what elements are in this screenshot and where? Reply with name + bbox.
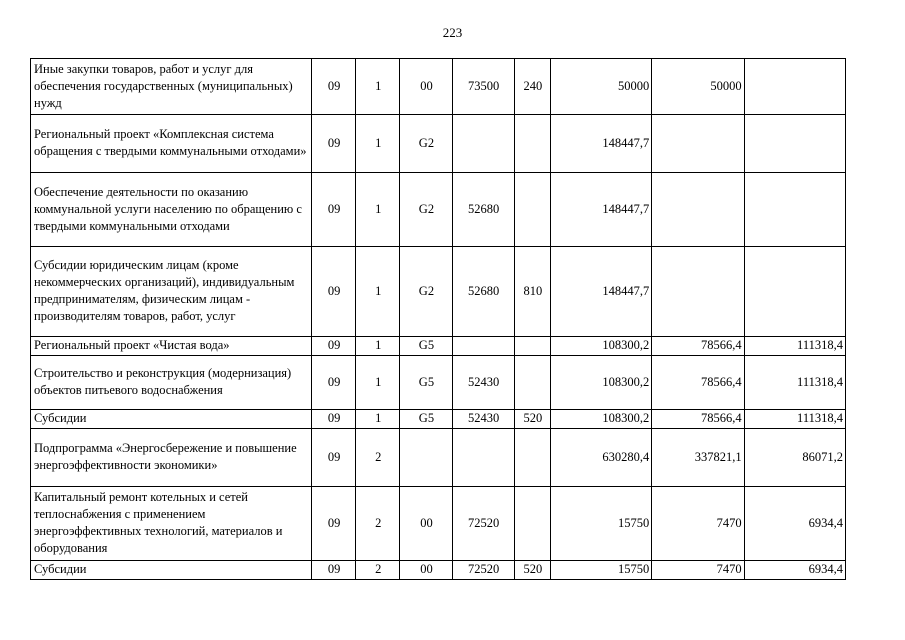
expense-type-code [514, 487, 550, 561]
table-row [31, 115, 846, 173]
amount-year-2: 78566,4 [652, 410, 744, 429]
subsection-code: 1 [356, 337, 400, 356]
row-name: Иные закупки товаров, работ и услуг для обеспечения государственных (муниципальных) нужд [31, 59, 312, 115]
table-row [31, 59, 846, 115]
subsection-code: 1 [356, 59, 400, 115]
direction-code: 52430 [452, 356, 514, 410]
amount-year-1: 148447,7 [550, 247, 651, 337]
program-code: 00 [400, 561, 452, 580]
amount-year-3 [744, 115, 845, 173]
direction-code: 73500 [452, 59, 514, 115]
section-code: 09 [312, 173, 356, 247]
amount-year-1: 148447,7 [550, 173, 651, 247]
direction-code [452, 115, 514, 173]
section-code: 09 [312, 356, 356, 410]
section-code: 09 [312, 561, 356, 580]
program-code: G5 [400, 410, 452, 429]
program-code: 00 [400, 487, 452, 561]
expense-type-code [514, 173, 550, 247]
program-code: G2 [400, 247, 452, 337]
row-name: Обеспечение деятельности по оказанию коммунальной услуги населению по обращению с твердыми коммунальными отходами [31, 173, 312, 247]
row-name: Капитальный ремонт котельных и сетей теплоснабжения с применением энергоэффективных технологий, материалов и оборудования [31, 487, 312, 561]
amount-year-2: 7470 [652, 487, 744, 561]
amount-year-3: 86071,2 [744, 429, 845, 487]
table-row [31, 356, 846, 410]
direction-code [452, 429, 514, 487]
table-row [31, 410, 846, 429]
subsection-code: 2 [356, 561, 400, 580]
amount-year-2: 7470 [652, 561, 744, 580]
table-row [31, 561, 846, 580]
section-code: 09 [312, 59, 356, 115]
budget-table [30, 58, 846, 580]
expense-type-code [514, 337, 550, 356]
table-row [31, 247, 846, 337]
amount-year-2: 78566,4 [652, 337, 744, 356]
amount-year-1: 108300,2 [550, 337, 651, 356]
expense-type-code [514, 429, 550, 487]
program-code [400, 429, 452, 487]
direction-code [452, 337, 514, 356]
amount-year-2 [652, 173, 744, 247]
program-code: G2 [400, 173, 452, 247]
subsection-code: 2 [356, 487, 400, 561]
subsection-code: 1 [356, 115, 400, 173]
subsection-code: 1 [356, 356, 400, 410]
program-code: G2 [400, 115, 452, 173]
program-code: G5 [400, 356, 452, 410]
table-row [31, 429, 846, 487]
direction-code: 72520 [452, 561, 514, 580]
amount-year-1: 50000 [550, 59, 651, 115]
amount-year-2 [652, 115, 744, 173]
direction-code: 52430 [452, 410, 514, 429]
program-code: G5 [400, 337, 452, 356]
section-code: 09 [312, 115, 356, 173]
page-number: 223 [442, 25, 463, 40]
amount-year-1: 148447,7 [550, 115, 651, 173]
subsection-code: 1 [356, 247, 400, 337]
table-row [31, 173, 846, 247]
program-code: 00 [400, 59, 452, 115]
direction-code: 72520 [452, 487, 514, 561]
amount-year-1: 108300,2 [550, 356, 651, 410]
amount-year-3 [744, 173, 845, 247]
amount-year-3: 111318,4 [744, 337, 845, 356]
expense-type-code [514, 115, 550, 173]
expense-type-code: 520 [514, 561, 550, 580]
expense-type-code: 810 [514, 247, 550, 337]
expense-type-code: 520 [514, 410, 550, 429]
section-code: 09 [312, 429, 356, 487]
row-name: Строительство и реконструкция (модернизация) объектов питьевого водоснабжения [31, 356, 312, 410]
expense-type-code [514, 356, 550, 410]
amount-year-3: 111318,4 [744, 356, 845, 410]
amount-year-3: 6934,4 [744, 487, 845, 561]
row-name: Подпрограмма «Энергосбережение и повышение энергоэффективности экономики» [31, 429, 312, 487]
row-name: Субсидии [31, 561, 312, 580]
amount-year-2 [652, 247, 744, 337]
section-code: 09 [312, 247, 356, 337]
direction-code: 52680 [452, 247, 514, 337]
row-name: Региональный проект «Чистая вода» [31, 337, 312, 356]
subsection-code: 2 [356, 429, 400, 487]
direction-code: 52680 [452, 173, 514, 247]
table-row [31, 337, 846, 356]
amount-year-3 [744, 59, 845, 115]
row-name: Региональный проект «Комплексная система обращения с твердыми коммунальными отходами» [31, 115, 312, 173]
section-code: 09 [312, 337, 356, 356]
amount-year-2: 78566,4 [652, 356, 744, 410]
subsection-code: 1 [356, 173, 400, 247]
amount-year-2: 337821,1 [652, 429, 744, 487]
amount-year-1: 630280,4 [550, 429, 651, 487]
amount-year-3: 6934,4 [744, 561, 845, 580]
amount-year-1: 15750 [550, 561, 651, 580]
expense-type-code: 240 [514, 59, 550, 115]
amount-year-2: 50000 [652, 59, 744, 115]
amount-year-3 [744, 247, 845, 337]
section-code: 09 [312, 487, 356, 561]
amount-year-3: 111318,4 [744, 410, 845, 429]
table-row [31, 487, 846, 561]
row-name: Субсидии юридическим лицам (кроме некоммерческих организаций), индивидуальным предпринимателям, физическим лицам - производителям товаров, работ, услуг [31, 247, 312, 337]
subsection-code: 1 [356, 410, 400, 429]
amount-year-1: 15750 [550, 487, 651, 561]
row-name: Субсидии [31, 410, 312, 429]
section-code: 09 [312, 410, 356, 429]
amount-year-1: 108300,2 [550, 410, 651, 429]
